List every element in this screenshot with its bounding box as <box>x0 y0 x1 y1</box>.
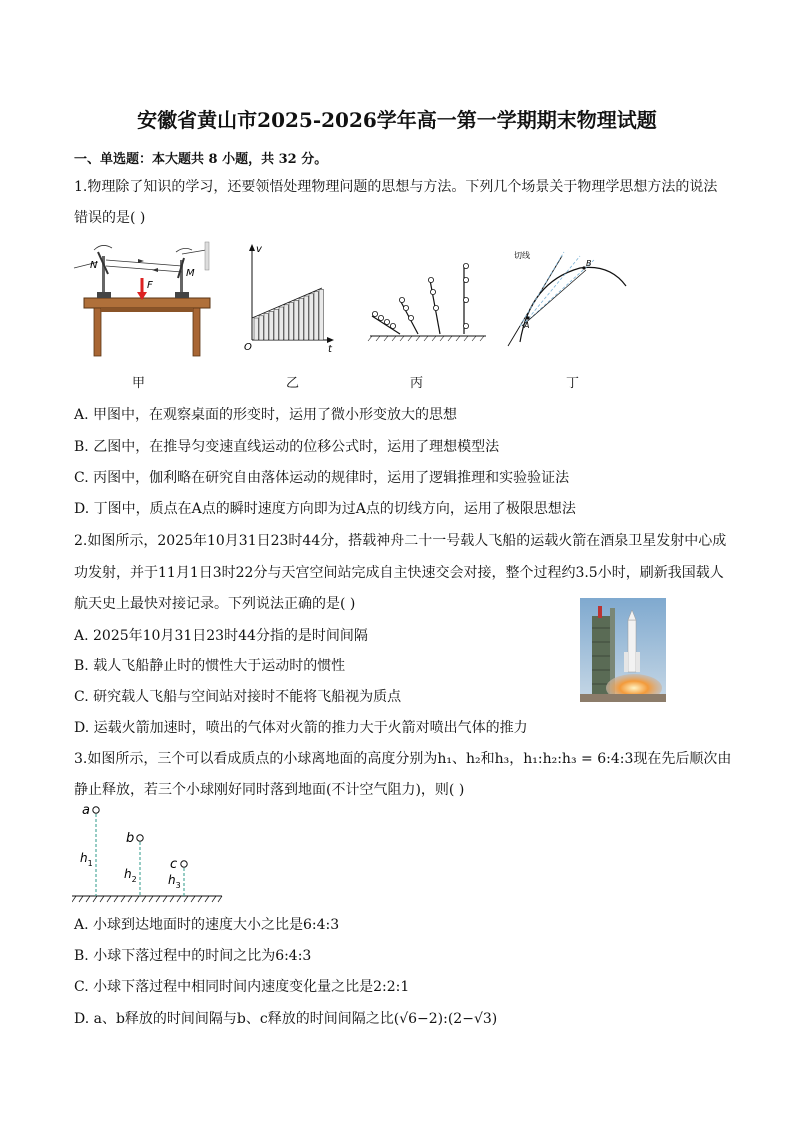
q2-option-d: D. 运载火箭加速时，喷出的气体对火箭的推力大于火箭对喷出气体的推力 <box>74 720 528 736</box>
fig-q3-label-c: c <box>170 857 178 872</box>
fig-ding-label-tangent: 切线 <box>514 251 530 260</box>
fig-label-bing: 丙 <box>410 376 424 391</box>
q3-option-a: A. 小球到达地面时的速度大小之比是6:4:3 <box>74 917 340 933</box>
fig-label-yi: 乙 <box>286 376 300 391</box>
section-header: 一、单选题：本大题共 8 小题，共 32 分。 <box>74 152 328 167</box>
figure-jia <box>72 238 222 360</box>
figure-bing <box>366 250 490 342</box>
q3-stem-line1: 3.如图所示，三个可以看成质点的小球离地面的高度分别为h₁、h₂和h₃，h₁:h₂:h₃ = 6:4:3现在先后顺次由 <box>74 751 732 767</box>
paper-title: 安徽省黄山市2025-2026学年高一第一学期期末物理试题 <box>137 108 657 132</box>
q3-stem-line2: 静止释放，若三个小球刚好同时落到地面(不计空气阻力)，则( ) <box>74 782 465 798</box>
q1-stem-line1: 1.物理除了知识的学习，还要领悟处理物理问题的思想与方法。下列几个场景关于物理学思想方法的说法 <box>74 179 718 195</box>
fig-q3-label-b: b <box>126 831 135 846</box>
q1-option-a: A. 甲图中，在观察桌面的形变时，运用了微小形变放大的思想 <box>74 407 458 423</box>
q1-option-c: C. 丙图中，伽利略在研究自由落体运动的规律时，运用了逻辑推理和实验验证法 <box>74 470 570 486</box>
q1-option-d: D. 丁图中，质点在A点的瞬时速度方向即为过A点的切线方向，运用了极限思想法 <box>74 501 576 517</box>
q3-option-d: D. a、b释放的时间间隔与b、c释放的时间间隔之比(√6−2):(2−√3) <box>74 1011 498 1027</box>
q2-option-b: B. 载人飞船静止时的惯性大于运动时的惯性 <box>74 658 346 674</box>
q2-option-a: A. 2025年10月31日23时44分指的是时间间隔 <box>74 628 368 644</box>
fig-yi-label-o: O <box>244 342 252 353</box>
q3-option-c: C. 小球下落过程中相同时间内速度变化量之比是2:2:1 <box>74 979 410 995</box>
figure-yi <box>244 242 336 354</box>
fig-yi-bar <box>319 289 323 340</box>
fig-yi-bar <box>254 318 258 340</box>
fig-q3-label-h1: $h_1$ <box>80 851 93 868</box>
q2-stem-line1: 2.如图所示，2025年10月31日23时44分，搭载神舟二十一号载人飞船的运载火箭在酒泉卫星发射中心成 <box>74 533 727 549</box>
q2-stem-line2: 功发射，并于11月1日3时22分与天宫空间站完成自主快速交会对接，整个过程约3.5小时，刷新我国载人 <box>74 565 724 581</box>
fig-yi-bar <box>289 303 293 340</box>
fig-q3-label-a: a <box>82 803 90 818</box>
fig-yi-bar <box>294 300 298 340</box>
fig-yi-bar <box>299 298 303 340</box>
fig-label-jia: 甲 <box>132 376 146 391</box>
fig-ding-label-a: A <box>524 321 530 330</box>
fig-yi-bar <box>269 311 273 340</box>
fig-q3-label-h2: $h_2$ <box>124 867 137 884</box>
fig-yi-bar <box>264 314 268 340</box>
figure-ding <box>500 242 628 350</box>
fig-yi-label-v: v <box>256 244 262 255</box>
fig-yi-bar <box>259 316 263 340</box>
fig-yi-bar <box>304 296 308 340</box>
fig-yi-bar <box>274 309 278 340</box>
q2-stem-line3: 航天史上最快对接记录。下列说法正确的是( ) <box>74 596 356 612</box>
fig-yi-bar <box>279 307 283 340</box>
fig-jia-label-m: M <box>186 268 195 279</box>
fig-yi-label-t: t <box>328 344 332 354</box>
fig-q3-label-h3: $h_3$ <box>168 873 181 890</box>
rocket-launch-photo <box>580 598 666 702</box>
q1-stem-line2: 错误的是( ) <box>74 210 146 226</box>
fig-yi-bar <box>309 294 313 340</box>
figure-q3-balls <box>72 800 228 908</box>
fig-yi-bar <box>314 292 318 340</box>
q1-option-b: B. 乙图中，在推导匀变速直线运动的位移公式时，运用了理想模型法 <box>74 439 500 455</box>
q3-option-b: B. 小球下落过程中的时间之比为6:4:3 <box>74 948 312 964</box>
fig-yi-bar <box>284 305 288 340</box>
q2-option-c: C. 研究载人飞船与空间站对接时不能将飞船视为质点 <box>74 689 402 705</box>
fig-label-ding: 丁 <box>566 376 580 391</box>
fig-ding-label-b: B <box>586 259 592 268</box>
fig-jia-label-n: N <box>90 260 98 271</box>
fig-jia-label-f: F <box>147 280 153 291</box>
